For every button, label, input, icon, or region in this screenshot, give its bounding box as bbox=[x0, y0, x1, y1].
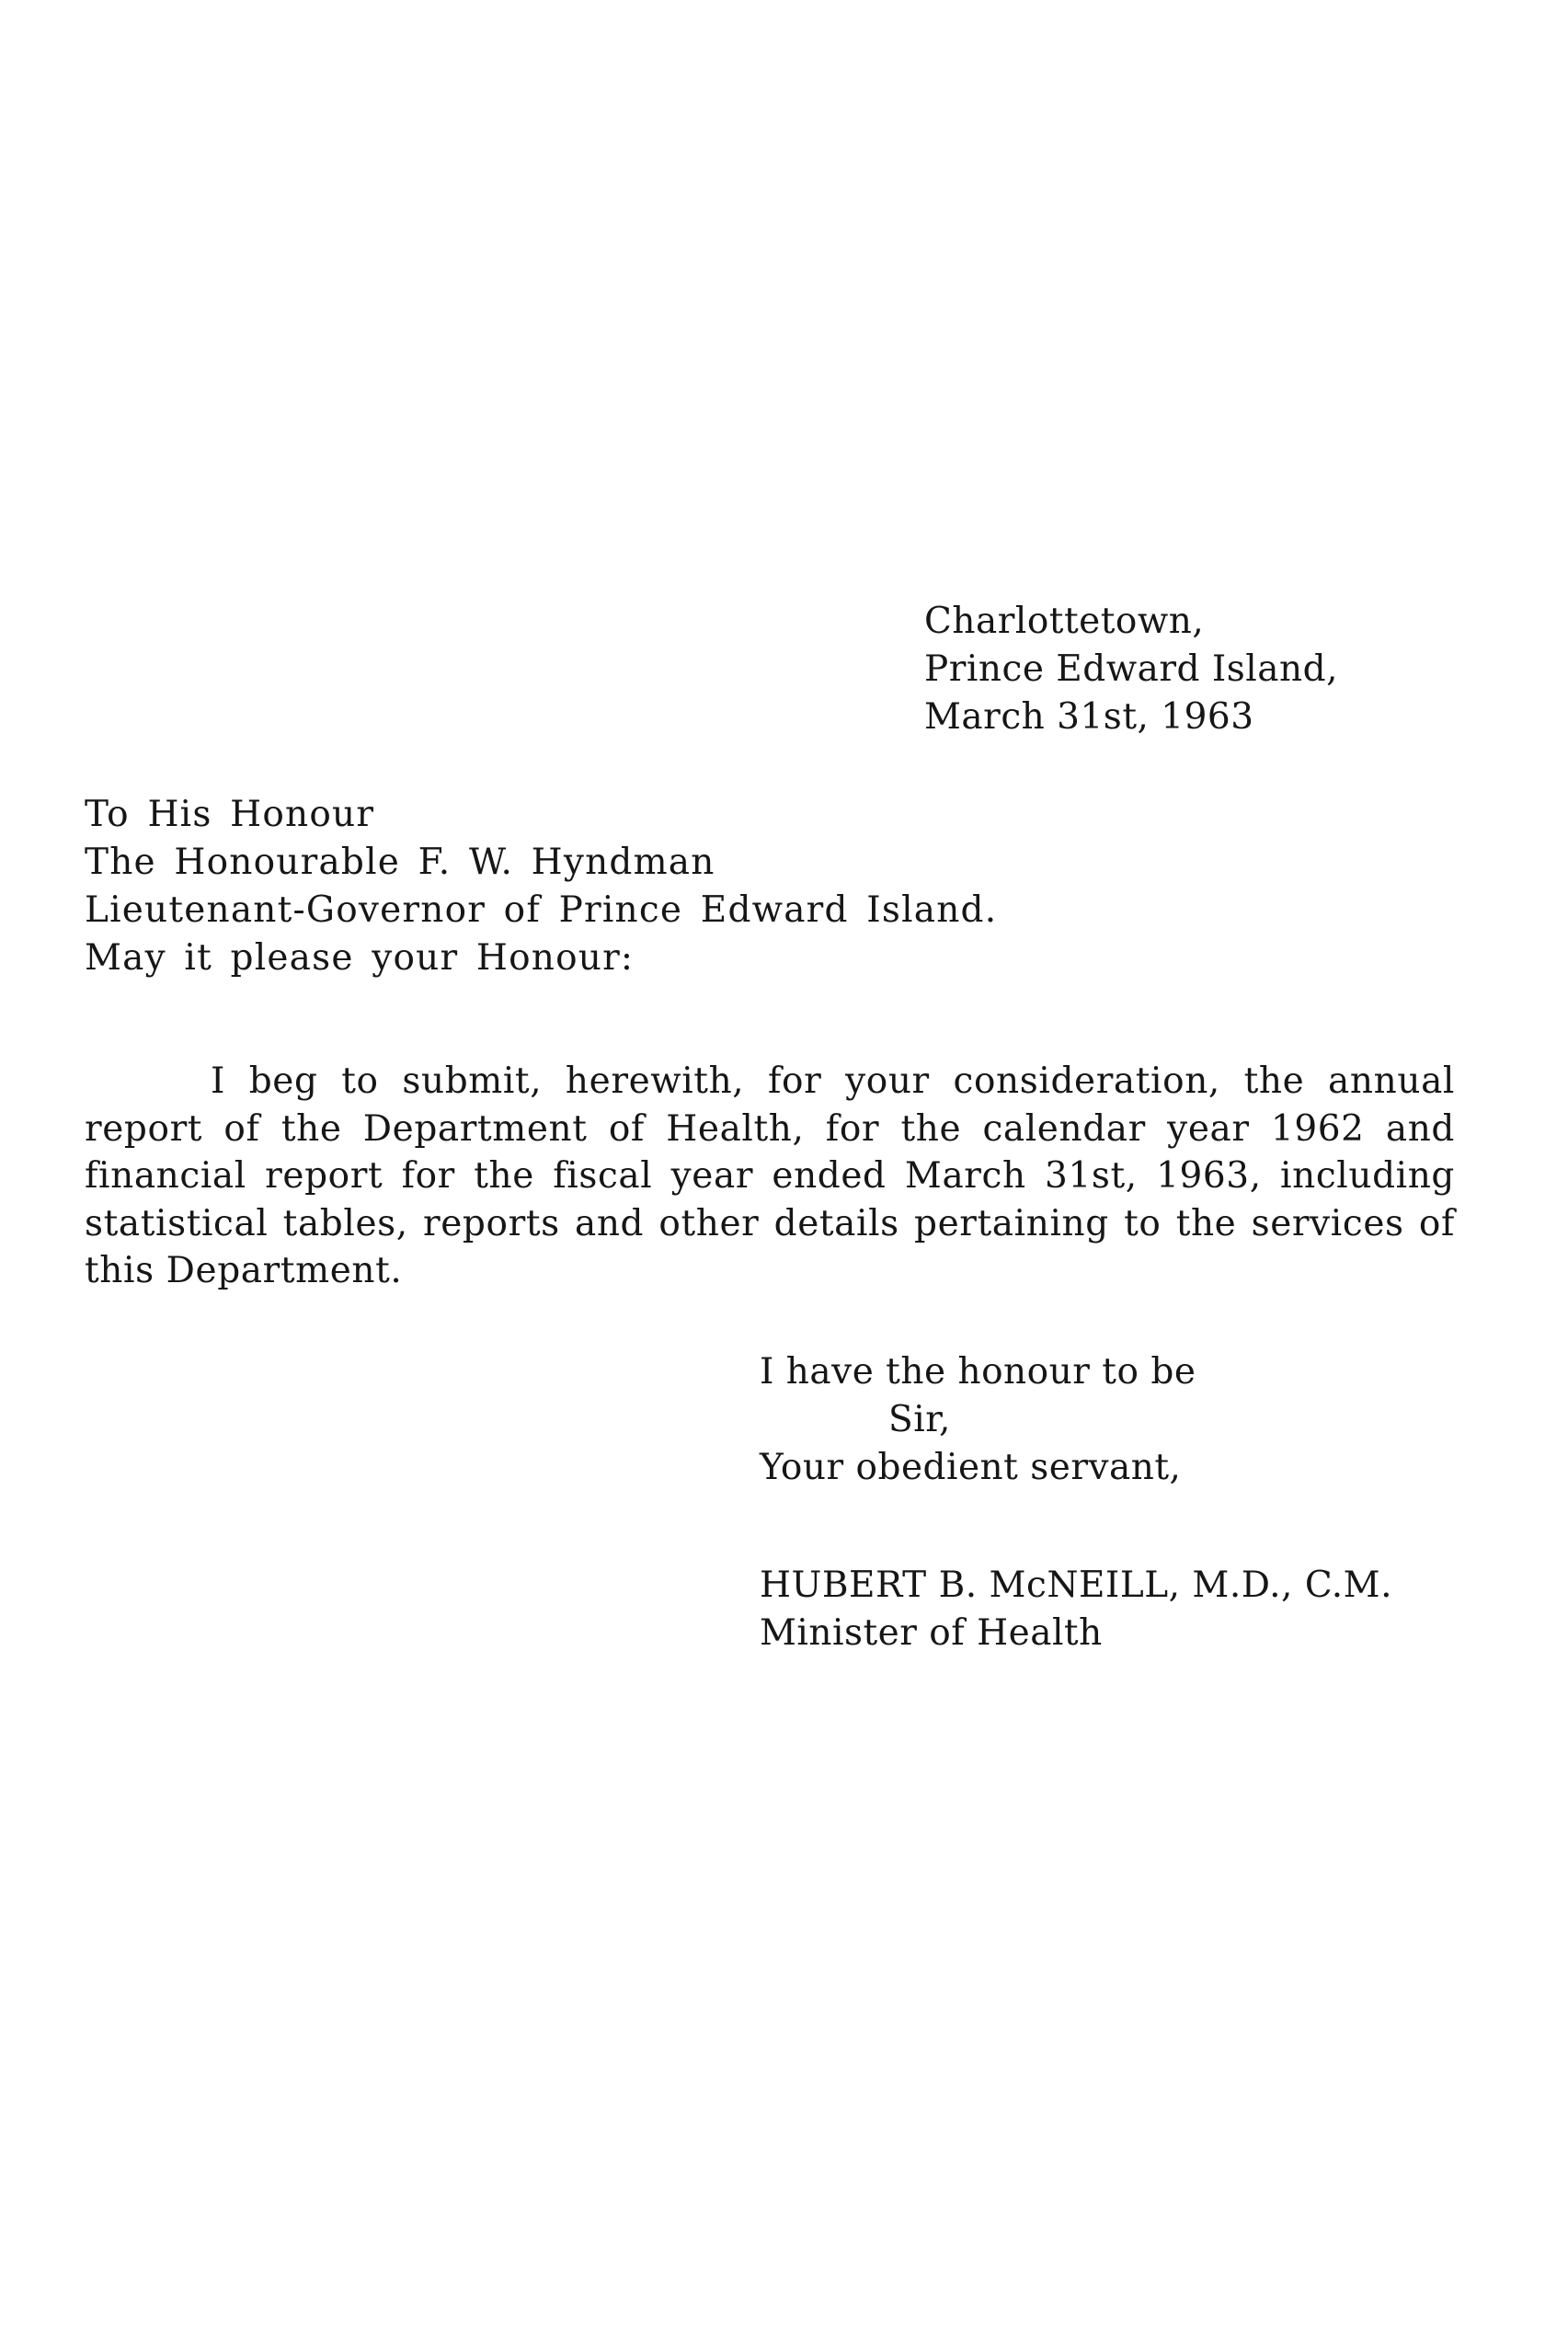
dateline-province: Prince Edward Island, bbox=[924, 648, 1338, 690]
salutation: May it please your Honour: bbox=[85, 937, 635, 979]
closing-servant: Your obedient servant, bbox=[760, 1447, 1182, 1488]
address-recipient-name: The Honourable F. W. Hyndman bbox=[85, 842, 715, 883]
dateline-city: Charlottetown, bbox=[924, 601, 1205, 642]
signature-title: Minister of Health bbox=[760, 1612, 1103, 1654]
dateline-date: March 31st, 1963 bbox=[924, 696, 1254, 738]
address-recipient-office: Lieutenant-Governor of Prince Edward Island. bbox=[85, 889, 998, 931]
signature-name: HUBERT B. McNEILL, M.D., C.M. bbox=[760, 1565, 1392, 1606]
body-paragraph: I beg to submit, herewith, for your consideration, the annual report of the Department of Health, for the calendar year 1962 and financial report for the fiscal year ended March 31st, 1963, including statistical tables, reports and other details pertaining to the services of this Department. bbox=[85, 1060, 1455, 1291]
address-recipient-line: To His Honour bbox=[85, 794, 375, 835]
closing-line: I have the honour to be bbox=[760, 1351, 1196, 1393]
letter-body bbox=[85, 1058, 1455, 1295]
closing-sir: Sir, bbox=[888, 1399, 951, 1440]
